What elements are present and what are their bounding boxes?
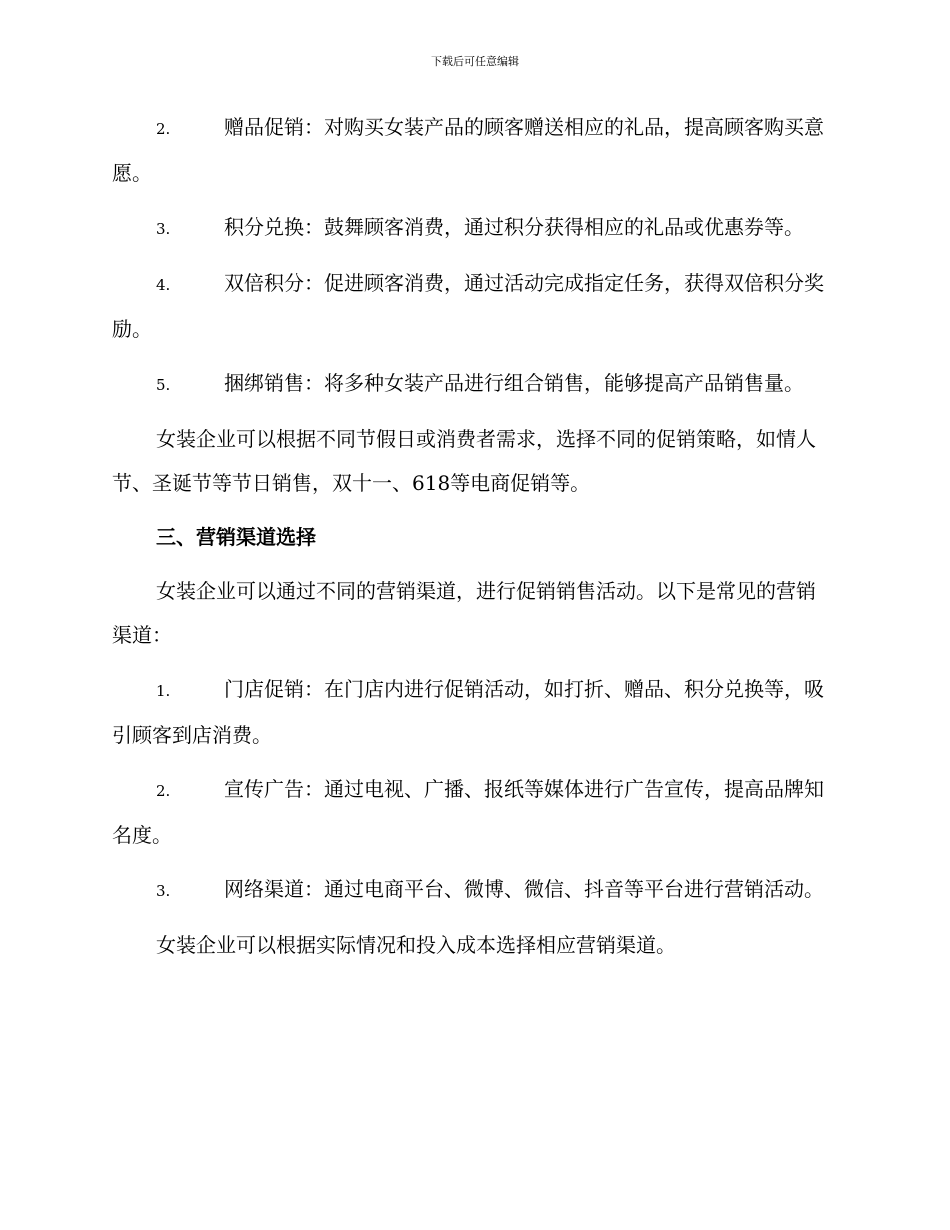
- list-text: 门店促销：在门店内进行促销活动，如打折、赠品、积分兑换等，吸引顾客到店消费。: [112, 677, 824, 747]
- list-text: 双倍积分：促进顾客消费，通过活动完成指定任务，获得双倍积分奖励。: [112, 271, 824, 341]
- list-number: 3.: [156, 882, 171, 900]
- list-number: 1.: [156, 682, 171, 700]
- list-number: 2.: [156, 120, 171, 138]
- section-heading: 三、营销渠道选择: [156, 525, 316, 549]
- list-text: 捆绑销售：将多种女装产品进行组合销售，能够提高产品销售量。: [224, 371, 804, 395]
- list-text: 宣传广告：通过电视、广播、报纸等媒体进行广告宣传，提高品牌知名度。: [112, 777, 824, 847]
- list-item: [112, 867, 834, 913]
- list-item: [112, 205, 834, 251]
- list-item: [112, 105, 834, 195]
- list-item: [112, 261, 834, 351]
- list-text: 赠品促销：对购买女装产品的顾客赠送相应的礼品，提高顾客购买意愿。: [112, 115, 824, 185]
- summary-paragraph: 女装企业可以根据实际情况和投入成本选择相应营销渠道。: [156, 933, 676, 957]
- summary-paragraph: 女装企业可以根据不同节假日或消费者需求，选择不同的促销策略，如情人节、圣诞节等节日销售，双十一、618等电商促销等。: [112, 427, 816, 495]
- list-item: [112, 667, 834, 757]
- list-number: 5.: [156, 376, 171, 394]
- document-body: [112, 105, 834, 977]
- list-item: [112, 767, 834, 857]
- list-number: 3.: [156, 220, 171, 238]
- list-text: 网络渠道：通过电商平台、微博、微信、抖音等平台进行营销活动。: [224, 877, 824, 901]
- list-number: 2.: [156, 782, 171, 800]
- page-header: 下载后可任意编辑: [431, 55, 519, 68]
- list-number: 4.: [156, 276, 171, 294]
- list-item: [112, 361, 834, 407]
- intro-paragraph: 女装企业可以通过不同的营销渠道，进行促销销售活动。以下是常见的营销渠道：: [112, 579, 816, 647]
- list-text: 积分兑换：鼓舞顾客消费，通过积分获得相应的礼品或优惠券等。: [224, 215, 804, 239]
